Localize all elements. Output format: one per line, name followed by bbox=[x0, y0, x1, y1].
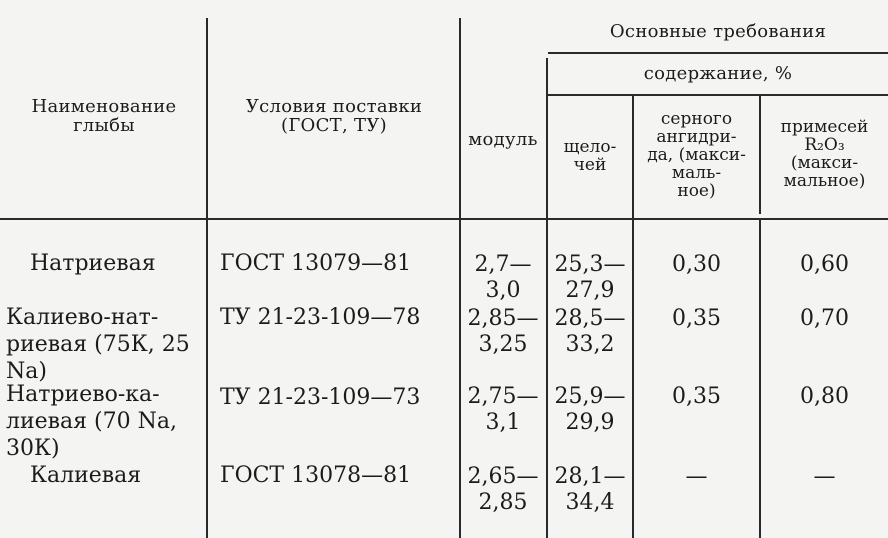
col-divider-2 bbox=[459, 18, 461, 538]
header-bottom-rule bbox=[0, 218, 888, 220]
row-1-alkali: 25,3— 27,9 bbox=[554, 252, 626, 303]
row-2-r2o3: 0,70 bbox=[800, 306, 849, 331]
row-4-modulus: 2,65— 2,85 bbox=[467, 464, 539, 515]
col-divider-1 bbox=[206, 18, 208, 538]
row-3-modulus: 2,75— 3,1 bbox=[467, 384, 539, 435]
header-sulfur: серного ангидри- да, (макси- маль- ное) bbox=[647, 109, 746, 201]
row-4-name: Калиевая bbox=[30, 463, 142, 488]
row-2-sulfur: 0,35 bbox=[672, 306, 721, 331]
row-1-r2o3: 0,60 bbox=[800, 252, 849, 277]
row-2-name: Калиево-нат- риевая (75К, 25 Na) bbox=[6, 305, 190, 384]
header-alkali: щело- чей bbox=[563, 137, 617, 175]
header-modulus: модуль bbox=[468, 129, 538, 150]
header-supply: Условия поставки (ГОСТ, ТУ) bbox=[245, 96, 423, 136]
header-name: Наименование глыбы bbox=[31, 96, 177, 136]
row-1-supply: ГОСТ 13079—81 bbox=[220, 251, 412, 276]
header-main-requirements: Основные требования bbox=[609, 21, 827, 42]
row-3-supply: ТУ 21-23-109—73 bbox=[220, 385, 421, 410]
header-content: содержание, % bbox=[643, 63, 793, 84]
row-2-alkali: 28,5— 33,2 bbox=[554, 306, 626, 357]
header-r2o3: примесей R₂O₃ (макси- мальное) bbox=[780, 117, 869, 191]
row-3-alkali: 25,9— 29,9 bbox=[554, 384, 626, 435]
main-req-rule bbox=[548, 52, 888, 54]
row-1-sulfur: 0,30 bbox=[672, 252, 721, 277]
row-3-r2o3: 0,80 bbox=[800, 384, 849, 409]
row-2-supply: ТУ 21-23-109—78 bbox=[220, 305, 421, 330]
row-1-modulus: 2,7— 3,0 bbox=[474, 252, 532, 303]
row-3-sulfur: 0,35 bbox=[672, 384, 721, 409]
row-4-alkali: 28,1— 34,4 bbox=[554, 464, 626, 515]
row-4-sulfur: — bbox=[685, 464, 708, 489]
content-rule bbox=[548, 94, 888, 96]
row-3-name: Натриево-ка- лиевая (70 Na, 30К) bbox=[6, 382, 177, 461]
row-4-r2o3: — bbox=[813, 464, 836, 489]
row-2-modulus: 2,85— 3,25 bbox=[467, 306, 539, 357]
row-4-supply: ГОСТ 13078—81 bbox=[220, 463, 412, 488]
row-1-name: Натриевая bbox=[30, 251, 156, 276]
